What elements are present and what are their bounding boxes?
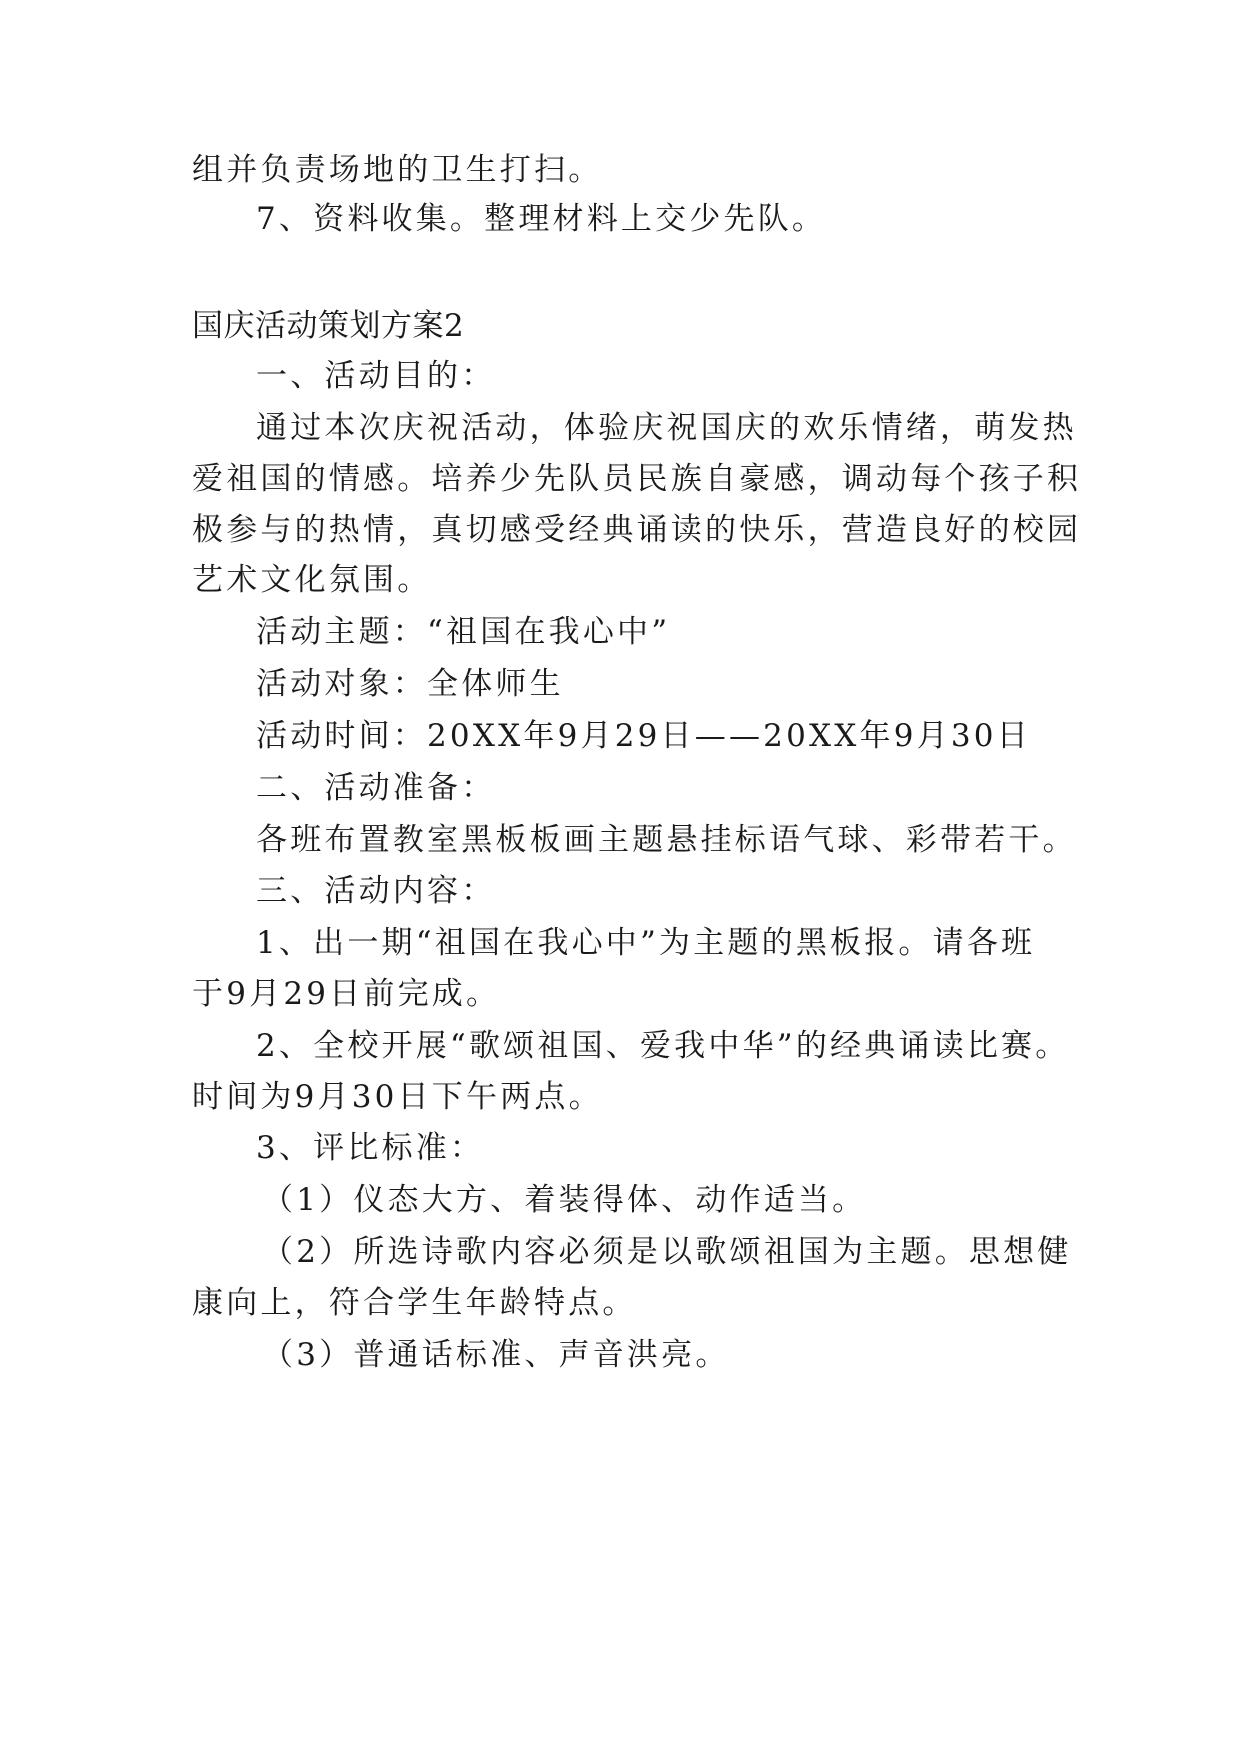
item3-heading: 3、评比标准： — [256, 1130, 485, 1166]
criteria-line: （1）仪态大方、着装得体、动作适当。 — [262, 1182, 867, 1218]
criteria-line: （2）所选诗歌内容必须是以歌颂祖国为主题。思想健 — [262, 1234, 1072, 1270]
criteria-line: （3）普通话标准、声音洪亮。 — [262, 1337, 730, 1373]
purpose-line: 通过本次庆祝活动，体验庆祝国庆的欢乐情绪，萌发热 — [256, 410, 1077, 446]
purpose-line: 极参与的热情，真切感受经典诵读的快乐，营造良好的校园 — [192, 512, 1082, 548]
purpose-line: 艺术文化氛围。 — [192, 562, 432, 598]
prep-heading: 二、活动准备： — [256, 770, 496, 806]
item2-line: 2、全校开展“歌颂祖国、爱我中华”的经典诵读比赛。 — [256, 1028, 1070, 1064]
time-line: 活动时间：20XX年9月29日——20XX年9月30日 — [256, 718, 1031, 754]
continuation-line: 组并负责场地的卫生打扫。 — [192, 152, 603, 188]
criteria-line: 康向上，符合学生年龄特点。 — [192, 1285, 637, 1321]
section-title: 国庆活动策划方案2 — [192, 308, 465, 344]
item2-line: 时间为9月30日下午两点。 — [192, 1079, 603, 1115]
purpose-heading: 一、活动目的： — [256, 358, 496, 394]
purpose-line: 爱祖国的情感。培养少先队员民族自豪感，调动每个孩子积 — [192, 461, 1082, 497]
theme-line: 活动主题：“祖国在我心中” — [256, 614, 671, 650]
item1-line: 于9月29日前完成。 — [192, 976, 501, 1012]
prep-text: 各班布置教室黑板板画主题悬挂标语气球、彩带若干。 — [256, 822, 1077, 858]
collection-item: 7、资料收集。整理材料上交少先队。 — [256, 201, 827, 237]
audience-line: 活动对象：全体师生 — [256, 666, 564, 702]
content-heading: 三、活动内容： — [256, 873, 496, 909]
item1-line: 1、出一期“祖国在我心中”为主题的黑板报。请各班 — [256, 925, 1036, 961]
